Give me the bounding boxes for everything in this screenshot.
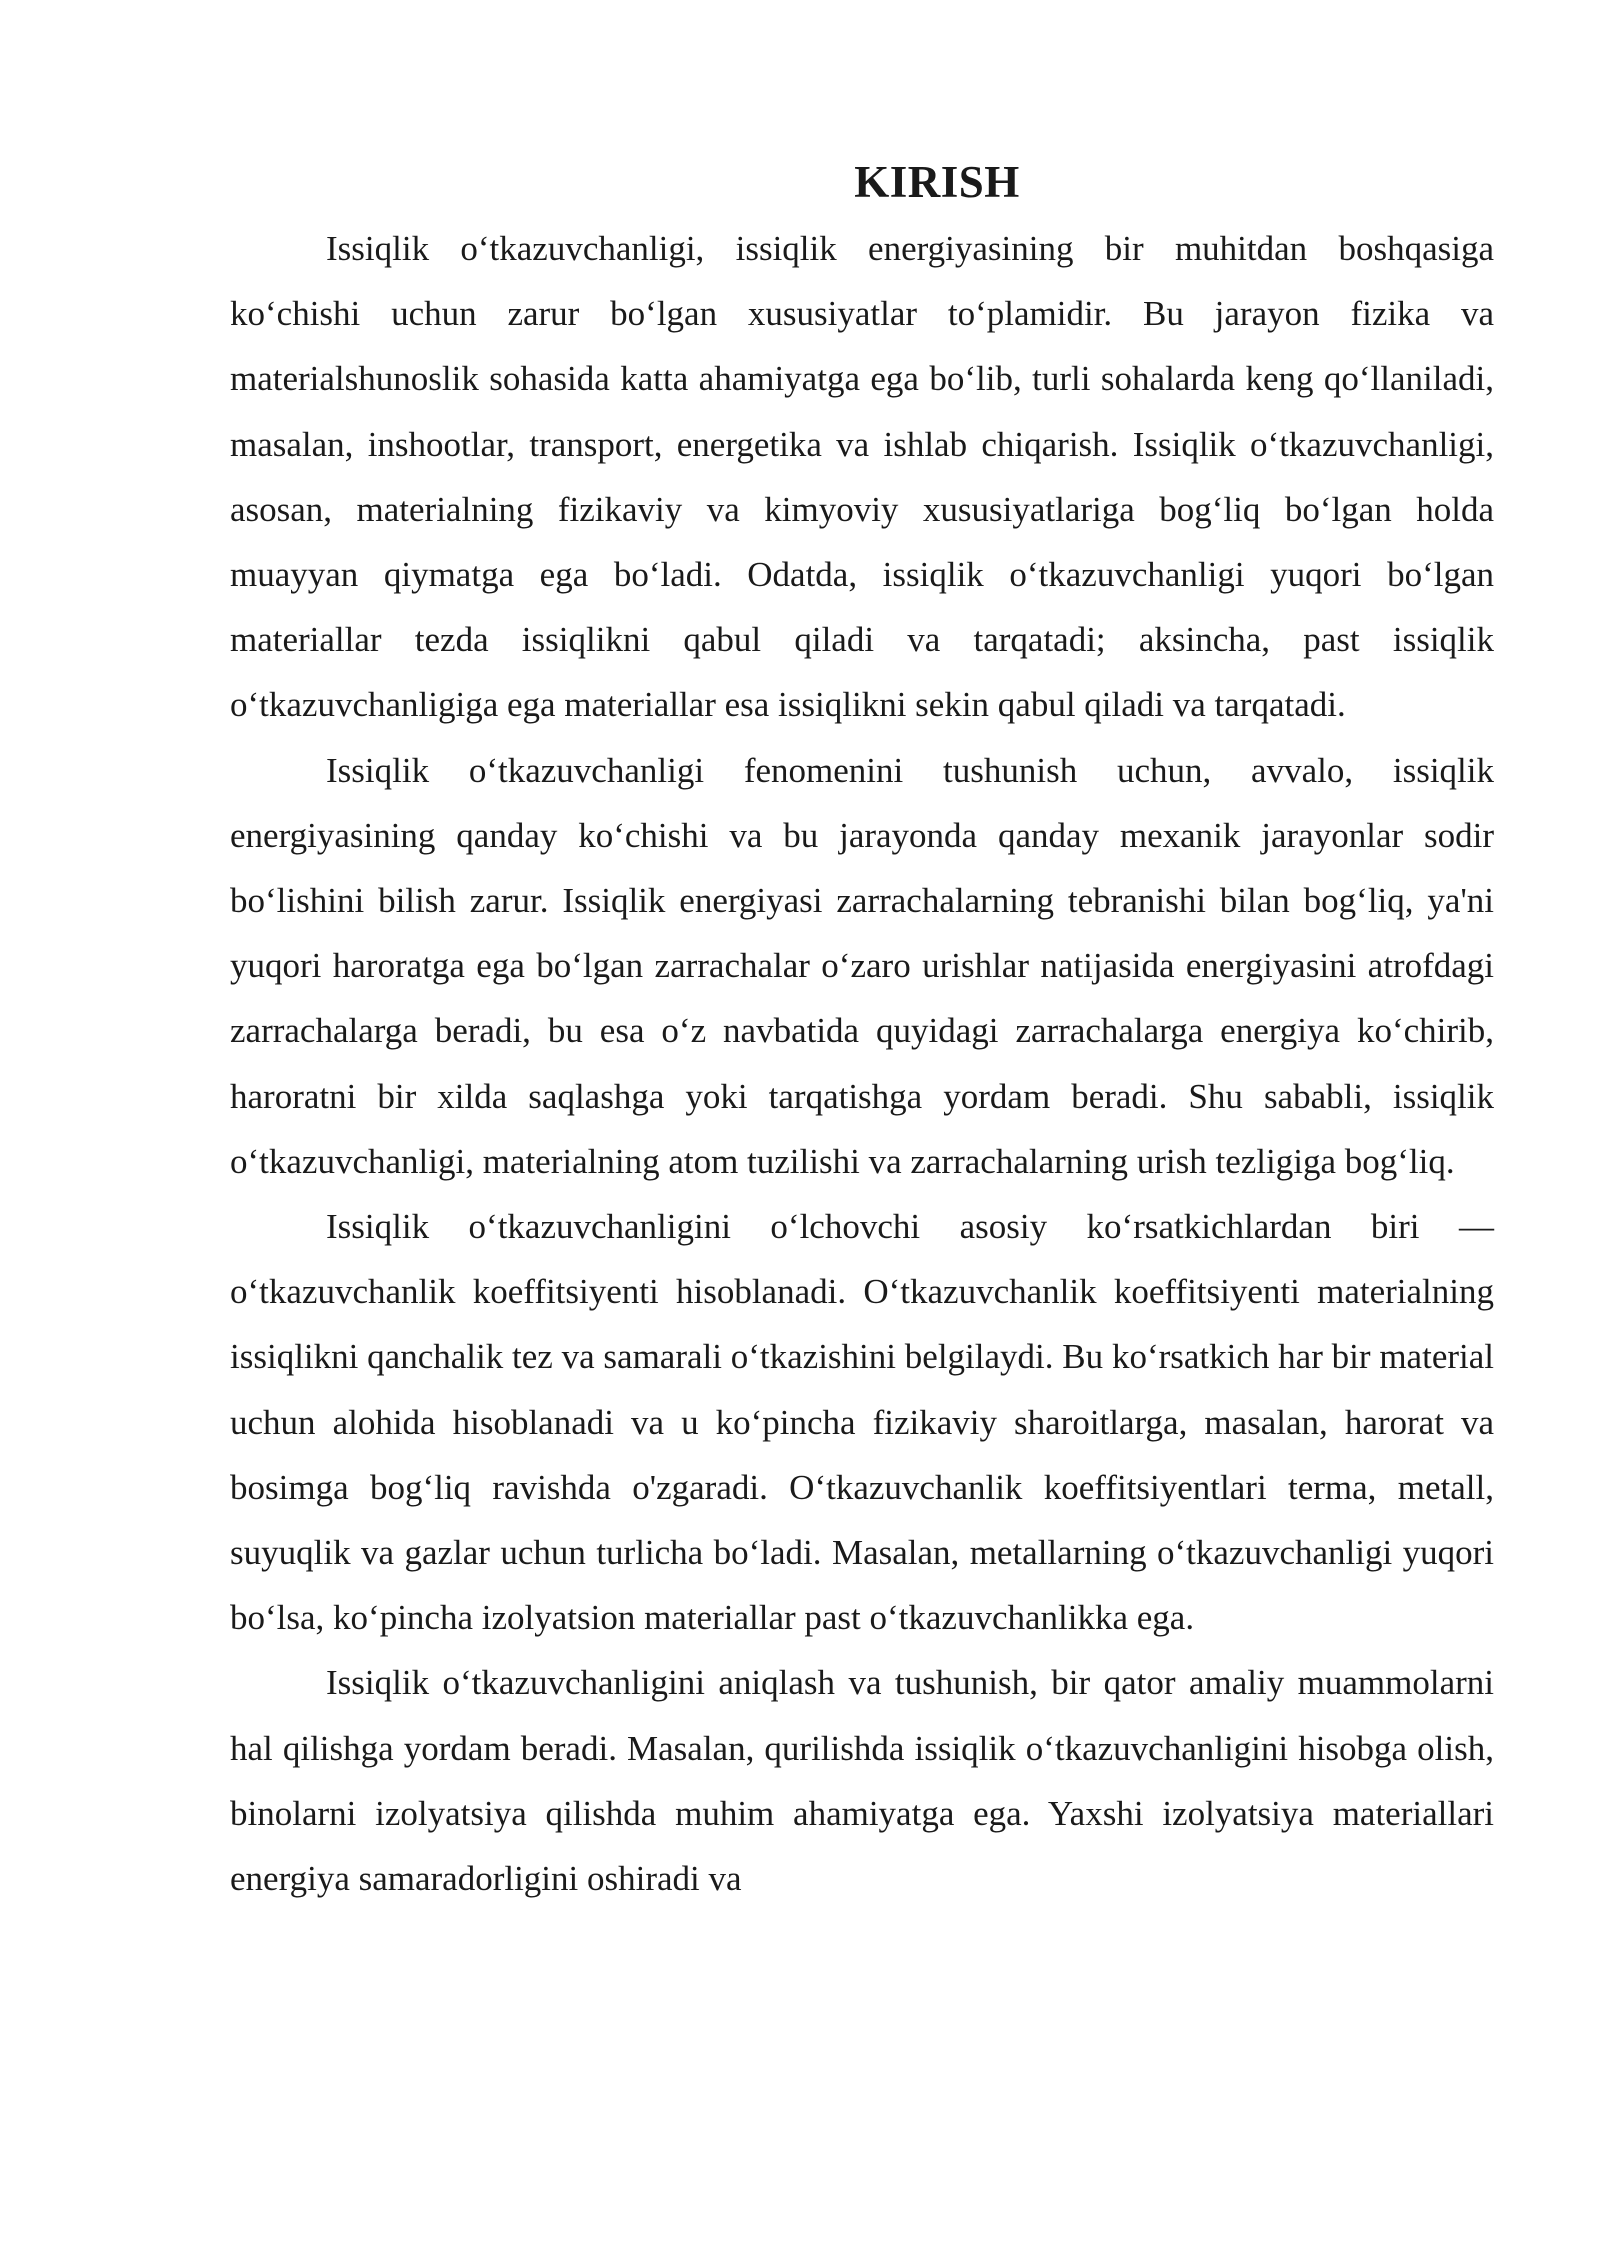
paragraph-2: Issiqlik o‘tkazuvchanligi fenomenini tushunish uchun, avvalo, issiqlik energiyasining qanday ko‘chishi va bu jarayonda qanday mexanik jarayonlar sodir bo‘lishini bilish zarur. Issiqlik energiyasi zarrachalarning tebranishi bilan bog‘liq, ya'ni yuqori haroratga ega bo‘lgan zarrachalar o‘zaro urishlar natijasida energiyasini atrofdagi zarrachalarga beradi, bu esa o‘z navbatida quyidagi zarrachalarga energiya ko‘chirib, haroratni bir xilda saqlashga yoki tarqatishga yordam beradi. Shu sababli, issiqlik o‘tkazuvchanligi, materialning atom tuzilishi va zarrachalarning urish tezligiga bog‘liq.: [230, 750, 1494, 1181]
paragraph-3: Issiqlik o‘tkazuvchanligini o‘lchovchi asosiy ko‘rsatkichlardan biri — o‘tkazuvchanlik koeffitsiyenti hisoblanadi. O‘tkazuvchanlik koeffitsiyenti materialning issiqlikni qanchalik tez va samarali o‘tkazishini belgilaydi. Bu ko‘rsatkich har bir material uchun alohida hisoblanadi va u ko‘pincha fizikaviy sharoitlarga, masalan, harorat va bosimga bog‘liq ravishda o'zgaradi. O‘tkazuvchanlik koeffitsiyentlari terma, metall, suyuqlik va gazlar uchun turlicha bo‘ladi. Masalan, metallarning o‘tkazuvchanligi yuqori bo‘lsa, ko‘pincha izolyatsion materiallar past o‘tkazuvchanlikka ega.: [230, 1207, 1494, 1638]
paragraph-4: Issiqlik o‘tkazuvchanligini aniqlash va tushunish, bir qator amaliy muammolarni hal qilishga yordam beradi. Masalan, qurilishda issiqlik o‘tkazuvchanligini hisobga olish, binolarni izolyatsiya qilishda muhim ahamiyatga ega. Yaxshi izolyatsiya materiallari energiya samaradorligini oshiradi va: [230, 1663, 1494, 1899]
document-page: [230, 148, 1494, 1911]
paragraph-1: Issiqlik o‘tkazuvchanligi, issiqlik energiyasining bir muhitdan boshqasiga ko‘chishi uchun zarur bo‘lgan xususiyatlar to‘plamidir. Bu jarayon fizika va materialshunoslik sohasida katta ahamiyatga ega bo‘lib, turli sohalarda keng qo‘llaniladi, masalan, inshootlar, transport, energetika va ishlab chiqarish. Issiqlik o‘tkazuvchanligi, asosan, materialning fizikaviy va kimyoviy xususiyatlariga bog‘liq bo‘lgan holda muayyan qiymatga ega bo‘ladi. Odatda, issiqlik o‘tkazuvchanligi yuqori bo‘lgan materiallar tezda issiqlikni qabul qiladi va tarqatadi; aksincha, past issiqlik o‘tkazuvchanligiga ega materiallar esa issiqlikni sekin qabul qiladi va tarqatadi.: [230, 229, 1494, 725]
page-title: KIRISH: [854, 157, 1020, 207]
